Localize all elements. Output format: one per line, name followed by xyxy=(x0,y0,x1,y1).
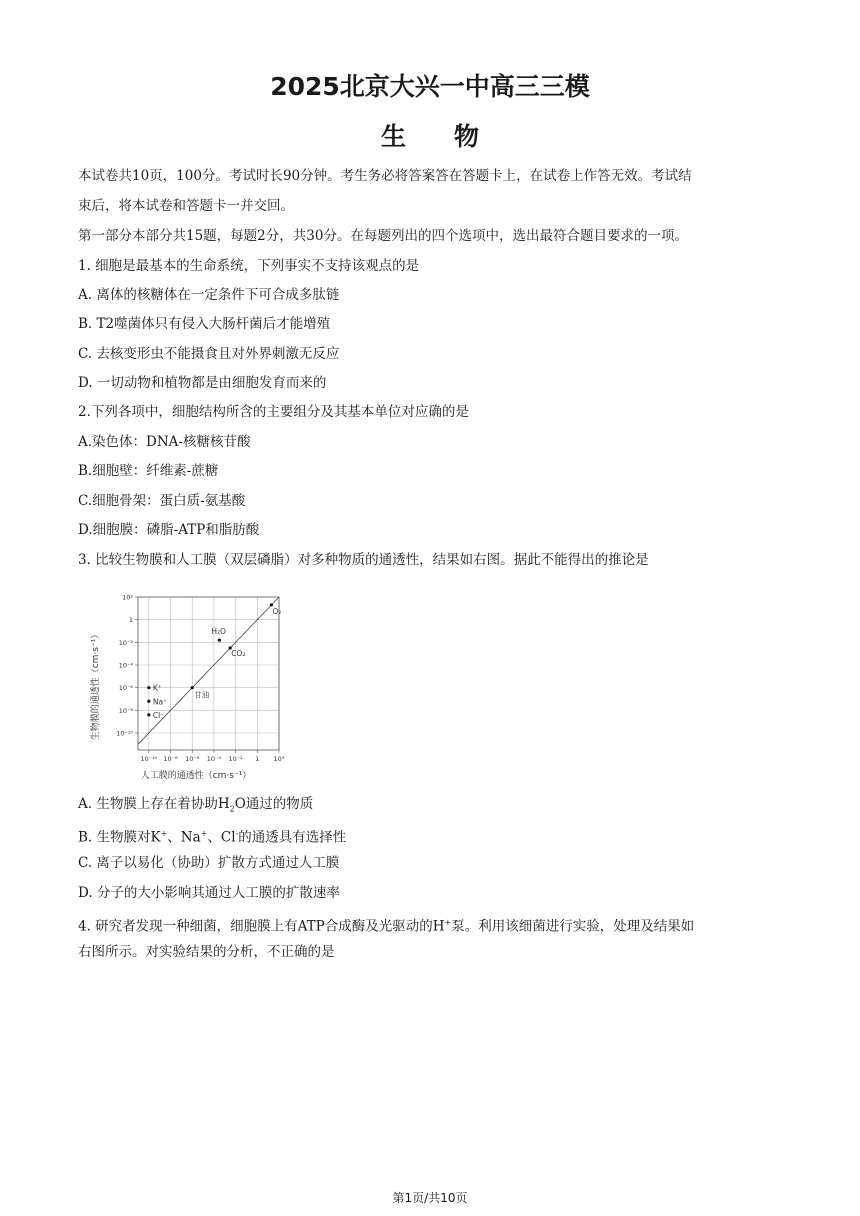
q3b-part-3: 、Cl xyxy=(207,829,236,846)
subject-title xyxy=(0,117,860,153)
chart-axes xyxy=(116,594,285,764)
y-tick-label: 10² xyxy=(122,593,133,602)
data-point-label: H₂O xyxy=(211,627,226,637)
data-point xyxy=(218,638,221,641)
question-3-option-a xyxy=(78,795,313,819)
data-point xyxy=(147,700,150,703)
question-4-line-2: 右图所示。对实验结果的分析，不正确的是 xyxy=(78,944,335,960)
q4-superscript: + xyxy=(444,918,452,927)
chart-x-axis-label: 人工膜的通透性（cm·s⁻¹） xyxy=(140,771,252,781)
data-point-label: Cl⁻ xyxy=(152,710,165,720)
question-2-option-b: B.细胞壁：纤维素-蔗糖 xyxy=(78,463,219,479)
question-2-stem: 2.下列各项中，细胞结构所含的主要组分及其基本单位对应确的是 xyxy=(78,404,469,420)
page-footer: 第1页/共10页 xyxy=(392,1191,468,1205)
y-tick-label: 10⁻¹⁰ xyxy=(116,729,133,738)
question-4-line-1 xyxy=(78,914,694,936)
question-2-option-d: D.细胞膜：磷脂-ATP和脂肪酸 xyxy=(78,522,260,538)
y-tick-label: 10⁻⁸ xyxy=(118,706,133,715)
x-tick-label: 10⁻⁸ xyxy=(163,755,178,763)
question-3-option-b xyxy=(78,825,346,847)
question-1-option-d: D. 一切动物和植物都是由细胞发育而来的 xyxy=(78,375,327,391)
question-2-option-a: A.染色体：DNA-核糖核苷酸 xyxy=(78,434,251,450)
y-tick-label: 1 xyxy=(128,616,133,625)
diagonal-line xyxy=(138,597,282,744)
chart-points xyxy=(147,603,281,720)
question-3-option-d: D. 分子的大小影响其通过人工膜的扩散速率 xyxy=(78,885,340,901)
data-point xyxy=(147,686,150,689)
q4-text-before: 4. 研究者发现一种细菌，细胞膜上有ATP合成酶及光驱动的H xyxy=(78,918,445,935)
chart-grid xyxy=(138,597,282,750)
intro-line-2: 束后，将本试卷和答题卡一并交回。 xyxy=(78,198,294,214)
q3b-part-2: 、Na xyxy=(167,829,201,846)
data-point-label: 甘油 xyxy=(194,690,210,700)
q3b-sup-3: - xyxy=(235,829,239,838)
data-point-label: O₂ xyxy=(272,606,282,616)
question-1-option-b: B. T2噬菌体只有侵入大肠杆菌后才能增殖 xyxy=(78,316,331,332)
subject-char-1: 生 xyxy=(380,122,406,151)
x-tick-label: 10⁻⁴ xyxy=(206,755,222,763)
q3a-text-before: A. 生物膜上存在着协助H xyxy=(78,796,230,812)
subject-char-2: 物 xyxy=(454,122,480,151)
q3b-part-1: B. 生物膜对K xyxy=(78,829,161,846)
q3b-sup-1: + xyxy=(160,829,168,838)
y-tick-label: 10⁻⁶ xyxy=(118,684,133,693)
question-1-stem: 1. 细胞是最基本的生命系统，下列事实不支持该观点的是 xyxy=(78,258,420,274)
intro-line-1: 本试卷共10页，100分。考试时长90分钟。考生务必将答案答在答题卡上，在试卷上作答无效。考试结 xyxy=(78,168,692,184)
x-tick-label: 10⁻⁶ xyxy=(185,755,200,763)
x-tick-label: 1 xyxy=(255,755,260,763)
x-tick-label: 10⁻² xyxy=(228,755,243,763)
document-title: 2025北京大兴一中高三三模 xyxy=(270,72,590,101)
y-tick-label: 10⁻⁴ xyxy=(118,661,133,670)
q3a-text-after: O通过的物质 xyxy=(234,796,314,812)
q3a-subscript: 2 xyxy=(229,804,235,814)
question-3-option-c: C. 离子以易化（协助）扩散方式通过人工膜 xyxy=(78,855,340,871)
data-point-label: Na⁺ xyxy=(152,697,168,707)
question-1-option-c: C. 去核变形虫不能摄食且对外界刺激无反应 xyxy=(78,346,340,362)
q4-text-after: 泵。利用该细菌进行实验，处理及结果如 xyxy=(451,918,695,935)
q3b-sup-2: + xyxy=(200,829,208,838)
y-tick-label: 10⁻² xyxy=(118,638,133,647)
chart-y-axis-label: 生物膜的通透性（cm·s⁻¹） xyxy=(91,629,101,741)
question-1-option-a: A. 离体的核糖体在一定条件下可合成多肽链 xyxy=(78,287,340,303)
data-point-label: CO₂ xyxy=(231,649,246,658)
data-point-label: K⁺ xyxy=(152,683,162,693)
part-one-instructions: 第一部分本部分共15题，每题2分，共30分。在每题列出的四个选项中，选出最符合题目要求的一项。 xyxy=(78,228,688,244)
x-tick-label: 10⁻¹⁰ xyxy=(140,755,158,763)
x-tick-label: 10² xyxy=(273,755,285,763)
permeability-chart xyxy=(84,585,294,785)
data-point xyxy=(191,686,194,689)
data-point xyxy=(147,713,150,716)
question-2-option-c: C.细胞骨架：蛋白质-氨基酸 xyxy=(78,493,246,509)
question-3-stem: 3. 比较生物膜和人工膜（双层磷脂）对多种物质的通透性，结果如右图。据此不能得出的推论是 xyxy=(78,552,649,568)
q3b-part-4: 的通透具有选择性 xyxy=(238,829,347,846)
